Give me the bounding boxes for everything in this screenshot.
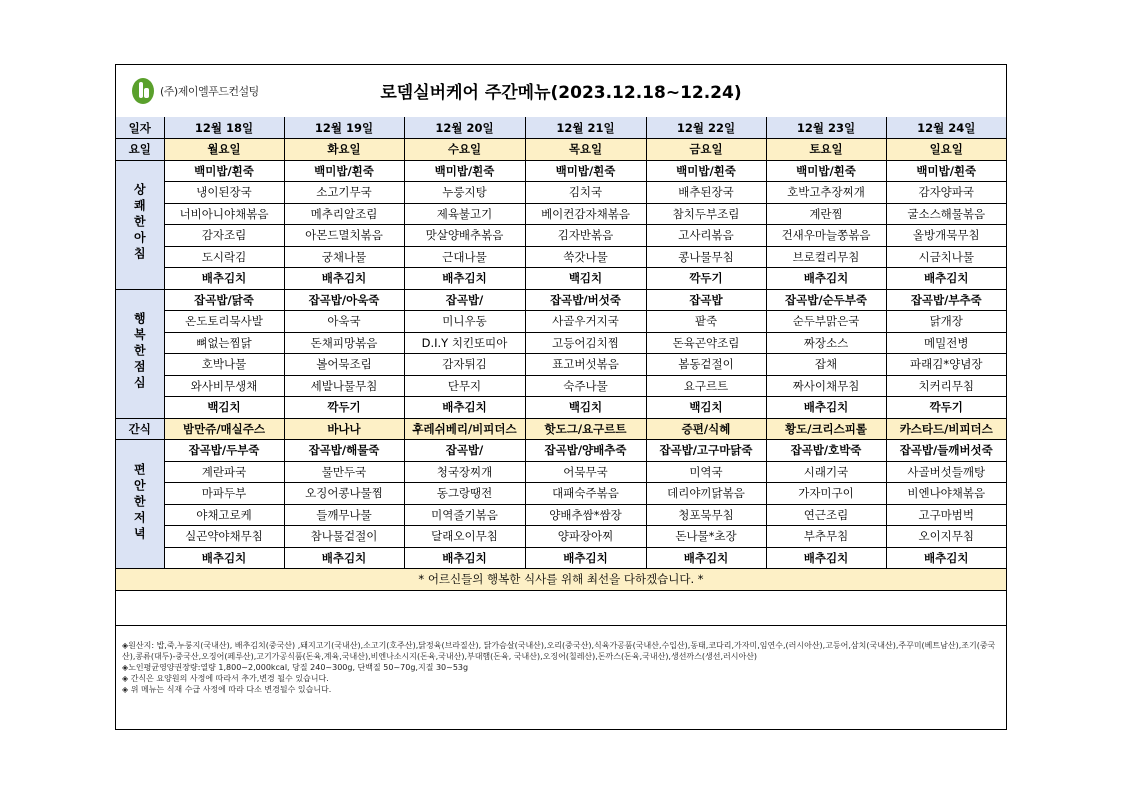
lunch-menu-item: 깍두기 [886,397,1006,419]
lunch-menu-item: 잡곡밥/닭죽 [164,289,284,311]
lunch-menu-item: 표고버섯볶음 [525,354,646,376]
lunch-menu-item: 와사비무생채 [164,375,284,397]
lunch-menu-item: 잡곡밥 [646,289,766,311]
date-cell: 12월 23일 [766,117,886,139]
breakfast-menu-item: 계란찜 [766,203,886,225]
lunch-menu-item: 감자튀김 [404,354,525,376]
weekday-cell: 월요일 [164,139,284,161]
breakfast-menu-item: 아몬드멸치볶음 [284,225,404,247]
dinner-menu-item: 배추김치 [525,547,646,569]
dinner-menu-item: 미역국 [646,461,766,483]
dinner-menu-item: 배추김치 [164,547,284,569]
breakfast-menu-item: 근대나물 [404,246,525,268]
dinner-menu-item: 비엔나야채볶음 [886,483,1006,505]
dinner-menu-item: 연근조림 [766,504,886,526]
lunch-label [116,289,164,418]
weekday-cell: 화요일 [284,139,404,161]
dinner-menu-item: 들깨무나물 [284,504,404,526]
breakfast-menu-item: 백미밥/흰죽 [284,160,404,182]
breakfast-menu-item: 맛살양배추볶음 [404,225,525,247]
dinner-menu-item: 양파장아찌 [525,526,646,548]
breakfast-menu-item: 백김치 [525,268,646,290]
weekly-menu-table [116,117,1006,591]
breakfast-menu-item: 도시락김 [164,246,284,268]
breakfast-menu-item: 배추김치 [886,268,1006,290]
lunch-menu-item: 미니우동 [404,311,525,333]
breakfast-menu-item: 깍두기 [646,268,766,290]
breakfast-menu-item: 콩나물무침 [646,246,766,268]
breakfast-menu-item: 배추된장국 [646,182,766,204]
lunch-menu-item: 백김치 [525,397,646,419]
dinner-menu-item: 실곤약야채무침 [164,526,284,548]
lunch-menu-item: 잡곡밥/ [404,289,525,311]
lunch-menu-item: 잡채 [766,354,886,376]
dinner-menu-item: 청국장찌개 [404,461,525,483]
dinner-label-text: 편안한저녁 [132,462,147,543]
lunch-menu-item: 짜장소스 [766,332,886,354]
breakfast-menu-item: 굴소스해물볶음 [886,203,1006,225]
dinner-menu-item: 사골버섯들깨탕 [886,461,1006,483]
dinner-menu-item: 야채고로케 [164,504,284,526]
dinner-menu-item: 배추김치 [284,547,404,569]
dinner-menu-item: 달래오이무침 [404,526,525,548]
dinner-menu-item: 배추김치 [766,547,886,569]
lunch-menu-item: 돈채피망볶음 [284,332,404,354]
breakfast-label-text: 상쾌한아침 [132,183,147,263]
dinner-menu-item: 청포묵무침 [646,504,766,526]
dinner-menu-item: 잡곡밥/양배추죽 [525,440,646,462]
company-name: (주)제이엘푸드컨설팅 [160,85,259,98]
snack-cell: 바나나 [284,418,404,440]
lunch-menu-item: 배추김치 [766,397,886,419]
breakfast-menu-item: 냉이된장국 [164,182,284,204]
menu-sheet [115,64,1007,730]
dinner-menu-item: 배추김치 [646,547,766,569]
weekday-cell: 일요일 [886,139,1006,161]
breakfast-menu-item: 백미밥/흰죽 [404,160,525,182]
breakfast-menu-item: 건새우마늘쫑볶음 [766,225,886,247]
dinner-menu-item: 잡곡밥/호박죽 [766,440,886,462]
snack-cell: 후레쉬베리/비피더스 [404,418,525,440]
snack-cell: 핫도그/요구르트 [525,418,646,440]
breakfast-menu-item: 고사리볶음 [646,225,766,247]
date-cell: 12월 22일 [646,117,766,139]
footer-notes [116,625,1006,729]
lunch-label-text: 행복한점심 [132,312,147,392]
lunch-menu-item: 잡곡밥/버섯죽 [525,289,646,311]
breakfast-menu-item: 누룽지탕 [404,182,525,204]
date-cell: 12월 18일 [164,117,284,139]
lunch-menu-item: 잡곡밥/순두부죽 [766,289,886,311]
breakfast-menu-item: 시금치나물 [886,246,1006,268]
lunch-menu-item: 백김치 [646,397,766,419]
breakfast-menu-item: 너비아니야채볶음 [164,203,284,225]
notice-banner: * 어르신들의 행복한 식사를 위해 최선을 다하겠습니다. * [116,569,1006,591]
date-cell: 12월 24일 [886,117,1006,139]
lunch-menu-item: 닭개장 [886,311,1006,333]
page-title: 로뎀실버케어 주간메뉴(2023.12.18~12.24) [380,83,742,103]
weekday-cell: 금요일 [646,139,766,161]
lunch-menu-item: 아욱국 [284,311,404,333]
lunch-menu-item: 숙주나물 [525,375,646,397]
dinner-menu-item: 고구마범벅 [886,504,1006,526]
dinner-menu-item: 잡곡밥/들깨버섯죽 [886,440,1006,462]
dinner-menu-item: 마파두부 [164,483,284,505]
dinner-menu-item: 배추김치 [886,547,1006,569]
breakfast-menu-item: 궁채나물 [284,246,404,268]
dinner-menu-item: 양배추쌈*쌈장 [525,504,646,526]
lunch-menu-item: 잡곡밥/아욱죽 [284,289,404,311]
breakfast-menu-item: 베이컨감자채볶음 [525,203,646,225]
snack-note: ◈ 간식은 요양원의 사정에 따라서 추가,변경 될수 있습니다. [122,674,329,683]
snack-cell: 카스타드/비피더스 [886,418,1006,440]
dinner-menu-item: 어묵무국 [525,461,646,483]
weekday-cell: 수요일 [404,139,525,161]
lunch-menu-item: 순두부맑은국 [766,311,886,333]
breakfast-menu-item: 김자반볶음 [525,225,646,247]
dinner-menu-item: 오징어콩나물찜 [284,483,404,505]
breakfast-menu-item: 참치두부조림 [646,203,766,225]
dinner-menu-item: 계란파국 [164,461,284,483]
dinner-menu-item: 잡곡밥/고구마닭죽 [646,440,766,462]
lunch-menu-item: D.I.Y 치킨또띠아 [404,332,525,354]
breakfast-menu-item: 김치국 [525,182,646,204]
origin-note: ◈원산지: 밥,죽,누룽지(국내산), 배추김치(중국산) ,돼지고기(국내산),소고기(호주산),닭정육(브라질산), 닭가슴살(국내산),오리(중국산),식육가공품(국내산,수입산),동태,코다리,가자미,임연수,(러시아산),고등어,삼치(국내산),주꾸미(베트남산),조기(중국산),콩류(대두)-중국산,오징어(페루산),고기가공식품(돈육,계육,국내산),비엔나소시지(돈육,국내산),부대햄(돈육, 국내산),오징어(칠레산),돈까스(돈육,국내산),생선까스(생선,러시아산) [122,641,996,661]
change-note: ◈ 위 메뉴는 식재 수급 사정에 따라 다소 변경될수 있습니다. [122,685,332,694]
dinner-menu-item: 가자미구이 [766,483,886,505]
lunch-menu-item: 봄동겉절이 [646,354,766,376]
breakfast-menu-item: 감자양파국 [886,182,1006,204]
breakfast-menu-item: 쑥갓나물 [525,246,646,268]
snack-cell: 밤만쥬/매실주스 [164,418,284,440]
snack-cell: 증편/식혜 [646,418,766,440]
breakfast-menu-item: 배추김치 [766,268,886,290]
breakfast-menu-item: 백미밥/흰죽 [886,160,1006,182]
date-cell: 12월 21일 [525,117,646,139]
breakfast-menu-item: 올방개묵무침 [886,225,1006,247]
dinner-menu-item: 동그랑땡전 [404,483,525,505]
lunch-menu-item: 메밀전병 [886,332,1006,354]
dinner-menu-item: 잡곡밥/두부죽 [164,440,284,462]
lunch-menu-item: 단무지 [404,375,525,397]
date-row-label: 일자 [116,117,164,139]
breakfast-menu-item: 배추김치 [404,268,525,290]
lunch-menu-item: 온도토리묵사발 [164,311,284,333]
lunch-menu-item: 세발나물무침 [284,375,404,397]
dinner-menu-item: 대패숙주볶음 [525,483,646,505]
lunch-menu-item: 뼈없는찜닭 [164,332,284,354]
breakfast-menu-item: 메추리알조림 [284,203,404,225]
nutrition-note: ◈노인평균영양권장량:열량 1,800~2,000kcal, 당질 240~300g, 단백질 50~70g,지질 30~53g [122,663,469,672]
dinner-menu-item: 데리야끼닭볶음 [646,483,766,505]
breakfast-menu-item: 백미밥/흰죽 [646,160,766,182]
breakfast-menu-item: 호박고추장찌개 [766,182,886,204]
date-cell: 12월 19일 [284,117,404,139]
dinner-menu-item: 배추김치 [404,547,525,569]
lunch-menu-item: 잡곡밥/부추죽 [886,289,1006,311]
dinner-menu-item: 돈나물*초장 [646,526,766,548]
breakfast-menu-item: 소고기무국 [284,182,404,204]
date-cell: 12월 20일 [404,117,525,139]
lunch-menu-item: 호박나물 [164,354,284,376]
breakfast-menu-item: 백미밥/흰죽 [766,160,886,182]
weekday-row-label: 요일 [116,139,164,161]
breakfast-menu-item: 백미밥/흰죽 [164,160,284,182]
weekday-cell: 목요일 [525,139,646,161]
breakfast-label [116,160,164,289]
lunch-menu-item: 고등어김치찜 [525,332,646,354]
dinner-label [116,440,164,569]
dinner-menu-item: 참나물겉절이 [284,526,404,548]
breakfast-menu-item: 제육불고기 [404,203,525,225]
snack-row-label: 간식 [116,418,164,440]
dinner-menu-item: 오이지무침 [886,526,1006,548]
dinner-menu-item: 물만두국 [284,461,404,483]
breakfast-menu-item: 감자조림 [164,225,284,247]
lunch-menu-item: 사골우거지국 [525,311,646,333]
lunch-menu-item: 짜사이채무침 [766,375,886,397]
breakfast-menu-item: 배추김치 [284,268,404,290]
breakfast-menu-item: 백미밥/흰죽 [525,160,646,182]
lunch-menu-item: 볼어묵조림 [284,354,404,376]
dinner-menu-item: 잡곡밥/해물죽 [284,440,404,462]
dinner-menu-item: 시래기국 [766,461,886,483]
lunch-menu-item: 돈육곤약조림 [646,332,766,354]
lunch-menu-item: 백김치 [164,397,284,419]
lunch-menu-item: 요구르트 [646,375,766,397]
lunch-menu-item: 깍두기 [284,397,404,419]
lunch-menu-item: 치커리무침 [886,375,1006,397]
lunch-menu-item: 팥죽 [646,311,766,333]
lunch-menu-item: 배추김치 [404,397,525,419]
dinner-menu-item: 잡곡밥/ [404,440,525,462]
header [116,65,1006,118]
breakfast-menu-item: 배추김치 [164,268,284,290]
weekday-cell: 토요일 [766,139,886,161]
dinner-menu-item: 미역줄기볶음 [404,504,525,526]
lunch-menu-item: 파래김*양념장 [886,354,1006,376]
dinner-menu-item: 부추무침 [766,526,886,548]
snack-cell: 황도/크리스피롤 [766,418,886,440]
breakfast-menu-item: 브로컬리무침 [766,246,886,268]
